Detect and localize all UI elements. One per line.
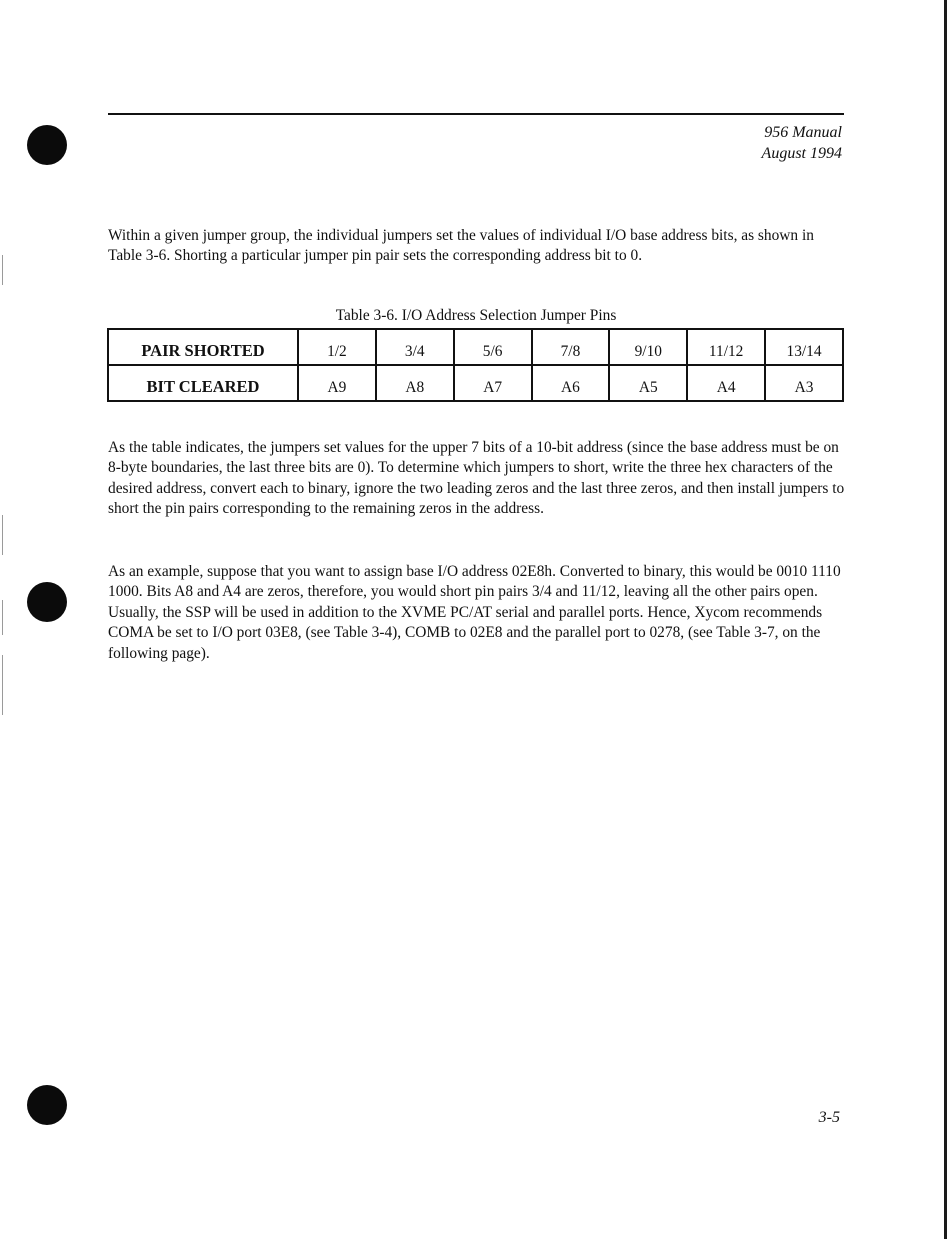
- table-row-bit-cleared: [108, 365, 843, 401]
- table-cell: 1/2: [298, 329, 376, 365]
- manual-title: 956 Manual: [764, 124, 842, 141]
- binder-hole-top: [27, 125, 67, 165]
- margin-mark: [2, 600, 3, 635]
- margin-mark: [2, 655, 3, 715]
- page-edge-line: [944, 0, 947, 1239]
- table-caption: Table 3-6. I/O Address Selection Jumper Pins: [335, 307, 617, 324]
- table-cell: 7/8: [532, 329, 610, 365]
- table-cell: A5: [609, 365, 687, 401]
- margin-mark: [2, 255, 3, 285]
- table-cell: 9/10: [609, 329, 687, 365]
- table-cell: A7: [454, 365, 532, 401]
- table-cell: A9: [298, 365, 376, 401]
- table-cell: 5/6: [454, 329, 532, 365]
- table-cell: A4: [687, 365, 765, 401]
- table-cell: 11/12: [687, 329, 765, 365]
- row-header: PAIR SHORTED: [108, 329, 298, 365]
- explanation-paragraph: As the table indicates, the jumpers set values for the upper 7 bits of a 10-bit address (since the base address must be on 8-byte boundaries, the last three bits are 0). To determine which jumpers to short, write the three hex characters of the desired address, convert each to binary, ignore the two leading zeros and the last three zeros, and then install jumpers to short the pin pairs corresponding to the remaining zeros in the address.: [108, 439, 845, 518]
- margin-mark: [2, 515, 3, 555]
- table-row-pair-shorted: [108, 329, 843, 365]
- header-rule: [108, 113, 844, 115]
- example-paragraph: As an example, suppose that you want to assign base I/O address 02E8h. Converted to binary, this would be 0010 1110 1000. Bits A8 and A4 are zeros, therefore, you would short pin pairs 3/4 and 11/12, leaving all the other pairs open. Usually, the SSP will be used in addition to the XVME PC/AT serial and parallel ports. Hence, Xycom recommends COMA be set to I/O port 03E8, (see Table 3-4), COMB to 02E8 and the parallel port to 0278, (see Table 3-7, on the following page).: [108, 563, 841, 662]
- intro-paragraph: Within a given jumper group, the individual jumpers set the values of individual I/O base address bits, as shown in Table 3-6. Shorting a particular jumper pin pair sets the corresponding address bit to 0.: [108, 227, 814, 265]
- binder-hole-middle: [27, 582, 67, 622]
- binder-hole-bottom: [27, 1085, 67, 1125]
- row-header: BIT CLEARED: [108, 365, 298, 401]
- running-header: [762, 122, 842, 164]
- table-cell: 3/4: [376, 329, 454, 365]
- table-cell: 13/14: [765, 329, 843, 365]
- table-cell: A3: [765, 365, 843, 401]
- table-cell: A8: [376, 365, 454, 401]
- page-number: 3-5: [818, 1109, 840, 1126]
- table-cell: A6: [532, 365, 610, 401]
- jumper-pin-table: [107, 328, 844, 402]
- manual-date: August 1994: [761, 145, 842, 162]
